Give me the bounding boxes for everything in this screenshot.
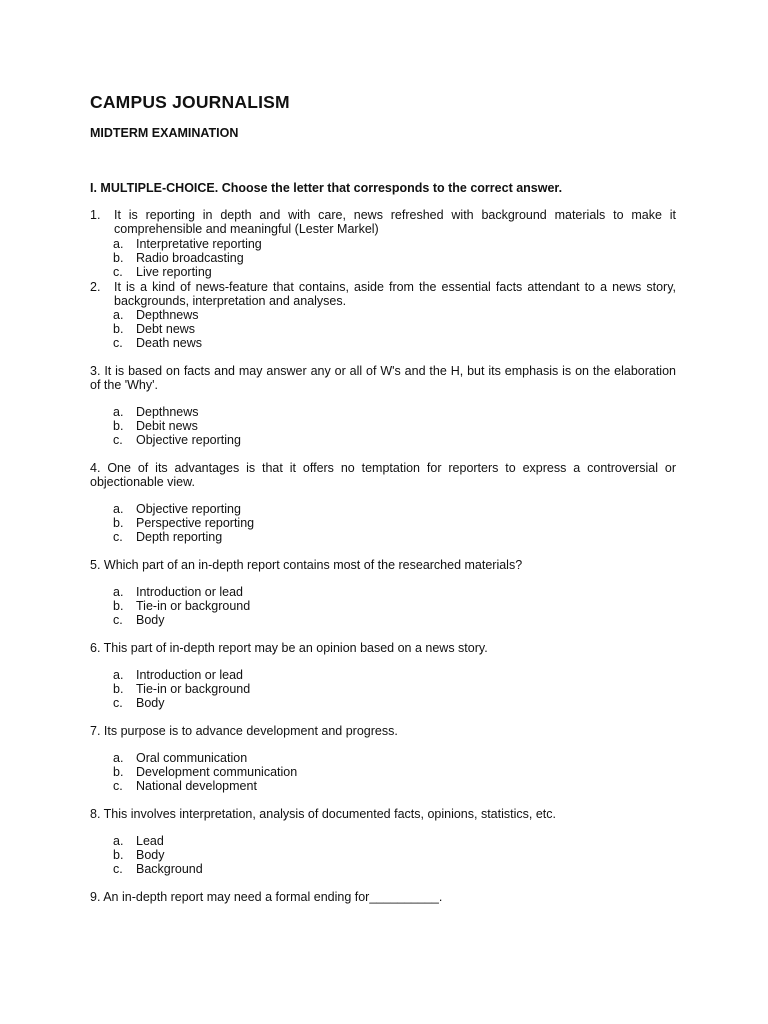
options-q3 (113, 405, 241, 448)
option-b[interactable]: b. Tie-in or background (113, 682, 251, 697)
option-a[interactable]: a. Depthnews (113, 405, 199, 419)
options-q4 (113, 502, 254, 545)
option-b[interactable]: b. Tie-in or background (113, 599, 251, 614)
document-subtitle: MIDTERM EXAMINATION (90, 126, 239, 140)
options-q7 (113, 751, 297, 794)
option-c[interactable]: c. Live reporting (113, 265, 212, 280)
question-4: 4. One of its advantages is that it offers no temptation for reporters to express a controversial or objectionable view. (90, 461, 676, 490)
option-b[interactable]: b. Debt news (113, 322, 196, 337)
option-a[interactable]: a. Objective reporting (113, 502, 241, 516)
option-c[interactable]: c. National development (113, 779, 257, 794)
question-3: 3. It is based on facts and may answer any or all of W's and the H, but its emphasis is on the elaboration of the 'Why'. (90, 364, 676, 393)
option-c[interactable]: c. Death news (113, 336, 203, 351)
option-b[interactable]: b. Debit news (113, 419, 198, 434)
option-a[interactable]: a. Introduction or lead (113, 585, 244, 599)
options-q8 (113, 834, 203, 877)
option-c[interactable]: c. Depth reporting (113, 530, 223, 545)
option-b[interactable]: b. Development communication (113, 765, 298, 780)
options-q5 (113, 585, 250, 628)
option-c[interactable]: c. Background (113, 862, 203, 877)
question-1 (90, 208, 676, 237)
question-text: It is reporting in depth and with care, news refreshed with background materials to make it comprehensible and meaningful (Lester Markel) (114, 208, 676, 237)
option-a[interactable]: a. Introduction or lead (113, 668, 244, 682)
option-a[interactable]: a. Depthnews (113, 308, 199, 322)
document-title: CAMPUS JOURNALISM (90, 92, 290, 112)
option-b[interactable]: b. Body (113, 848, 165, 863)
question-text: It is a kind of news-feature that contains, aside from the essential facts attendant to a news story, backgrounds, interpretation and analyses. (114, 280, 676, 309)
option-b[interactable]: b. Perspective reporting (113, 516, 255, 531)
question-7: 7. Its purpose is to advance development and progress. (90, 724, 398, 738)
question-6: 6. This part of in-depth report may be an opinion based on a news story. (90, 641, 488, 655)
question-8: 8. This involves interpretation, analysis of documented facts, opinions, statistics, etc. (90, 807, 556, 821)
options-q1 (113, 237, 262, 280)
option-c[interactable]: c. Body (113, 696, 165, 711)
option-b[interactable]: b. Radio broadcasting (113, 251, 244, 266)
option-a[interactable]: a. Interpretative reporting (113, 237, 262, 251)
option-a[interactable]: a. Oral communication (113, 751, 248, 765)
question-number: 2. (90, 280, 101, 294)
options-q2 (113, 308, 202, 351)
option-c[interactable]: c. Objective reporting (113, 433, 241, 448)
question-number: 1. (90, 208, 101, 222)
section-instructions: I. MULTIPLE-CHOICE. Choose the letter that corresponds to the correct answer. (90, 181, 563, 195)
option-c[interactable]: c. Body (113, 613, 165, 628)
question-5: 5. Which part of an in-depth report contains most of the researched materials? (90, 558, 523, 572)
question-2 (90, 280, 676, 309)
option-a[interactable]: a. Lead (113, 834, 164, 848)
options-q6 (113, 668, 250, 711)
question-9: 9. An in-depth report may need a formal ending for__________. (90, 890, 443, 904)
